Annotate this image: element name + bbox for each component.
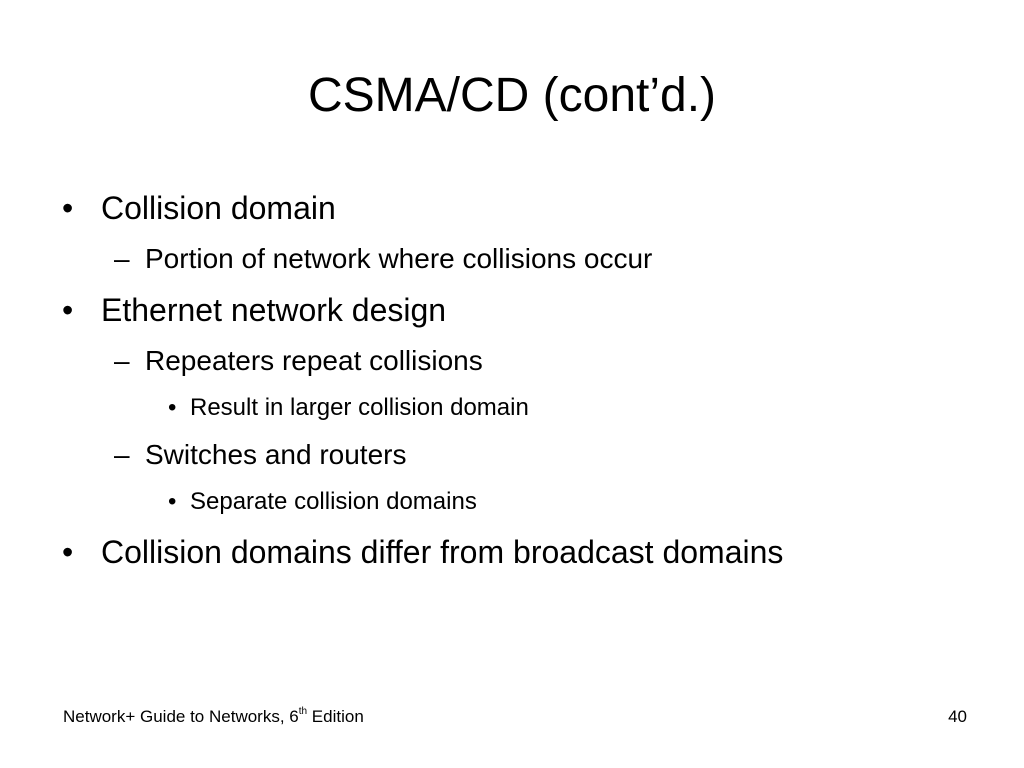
bullet-text: Collision domain [101, 190, 336, 226]
sub-bullet-marker: – [114, 243, 130, 274]
sub-bullet-text: Repeaters repeat collisions [145, 345, 483, 376]
sub-bullet-text: Switches and routers [145, 439, 407, 470]
bullet-text: Ethernet network design [101, 292, 447, 328]
bullet-marker: • [62, 190, 74, 226]
page-number: 40 [948, 707, 967, 726]
footer-source-superscript: th [298, 706, 308, 718]
footer-source [63, 705, 364, 729]
bullet-marker: • [62, 534, 74, 570]
bullet-text: Collision domains differ from broadcast domains [101, 534, 784, 570]
sub-sub-bullet-marker: • [168, 394, 177, 421]
sub-bullet-marker: – [114, 439, 130, 470]
footer-source-suffix: Edition [307, 707, 364, 726]
sub-sub-bullet-text: Result in larger collision domain [190, 394, 529, 421]
sub-bullet-marker: – [114, 345, 130, 376]
sub-bullet-text: Portion of network where collisions occur [145, 243, 653, 274]
sub-sub-bullet-text: Separate collision domains [190, 488, 477, 515]
sub-sub-bullet-marker: • [168, 488, 177, 515]
bullet-marker: • [62, 292, 74, 328]
slide-title: CSMA/CD (cont’d.) [307, 69, 717, 122]
footer-source-prefix: Network+ Guide to Networks, 6 [63, 707, 299, 726]
